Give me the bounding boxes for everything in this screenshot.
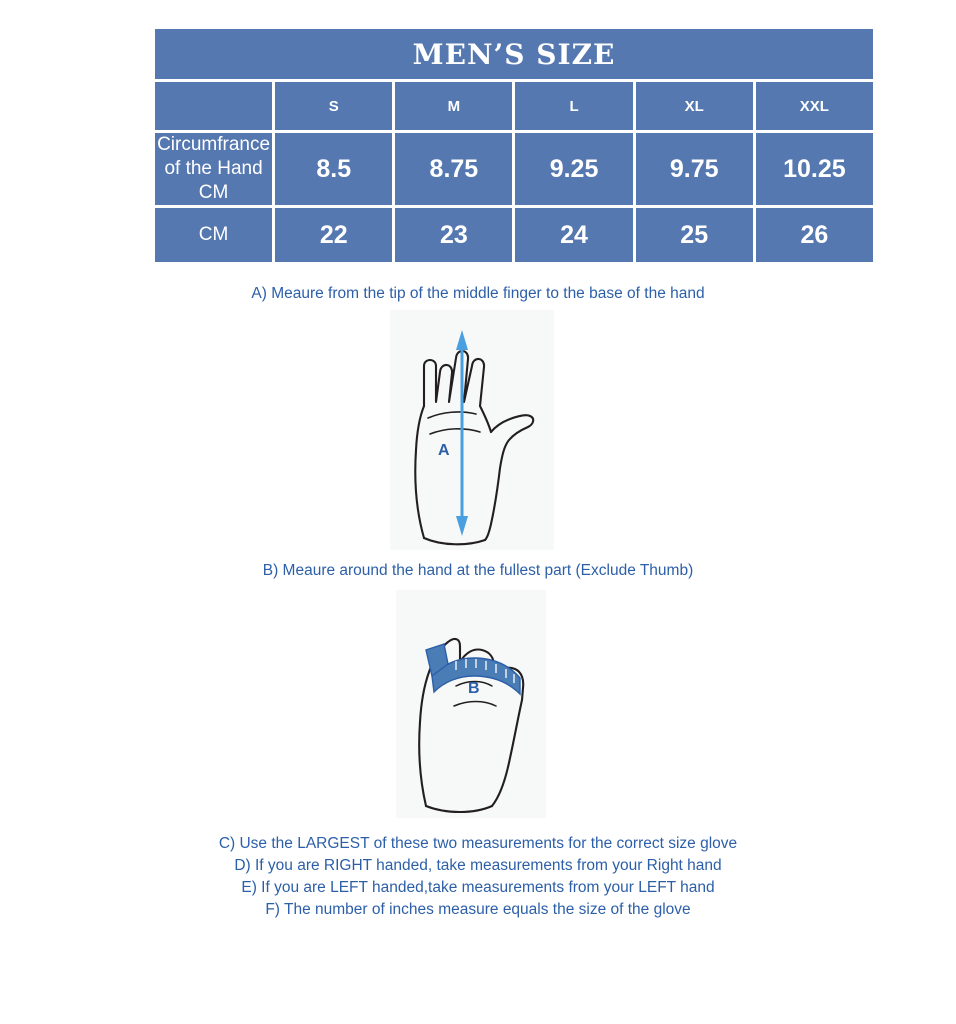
cell-cm-m: 23 bbox=[395, 208, 512, 262]
cell-cm-xl: 25 bbox=[636, 208, 753, 262]
hand-circumference-illustration bbox=[396, 590, 546, 818]
length-arrow-icon bbox=[456, 330, 468, 536]
figure-hand-length bbox=[390, 310, 554, 550]
cell-cm-s: 22 bbox=[275, 208, 392, 262]
cell-circumference-l: 9.25 bbox=[515, 133, 632, 205]
table-row bbox=[155, 133, 873, 205]
size-table bbox=[152, 26, 876, 265]
cell-circumference-xxl: 10.25 bbox=[756, 133, 873, 205]
table-header-xxl: XXL bbox=[756, 82, 873, 130]
hand-length-illustration bbox=[390, 310, 554, 550]
table-header-row bbox=[155, 82, 873, 130]
cell-circumference-xl: 9.75 bbox=[636, 133, 753, 205]
footnote-f: F) The number of inches measure equals the size of the glove bbox=[265, 901, 691, 918]
cell-cm-l: 24 bbox=[515, 208, 632, 262]
cell-circumference-s: 8.5 bbox=[275, 133, 392, 205]
cell-cm-xxl: 26 bbox=[756, 208, 873, 262]
figure-b-letter: B bbox=[468, 680, 480, 697]
table-row bbox=[155, 208, 873, 262]
caption-a: A) Meaure from the tip of the middle finger to the base of the hand bbox=[251, 285, 705, 302]
footnote-e: E) If you are LEFT handed,take measurements from your LEFT hand bbox=[241, 879, 715, 896]
row-label-circumference: Circumfrance of the Hand CM bbox=[155, 133, 272, 205]
table-header-m: M bbox=[395, 82, 512, 130]
caption-b: B) Meaure around the hand at the fullest part (Exclude Thumb) bbox=[262, 562, 694, 579]
table-header-s: S bbox=[275, 82, 392, 130]
figure-hand-circumference bbox=[396, 590, 546, 818]
table-title-row bbox=[155, 29, 873, 79]
row-label-cm: CM bbox=[155, 208, 272, 262]
figure-a-letter: A bbox=[438, 442, 450, 459]
table-header-xl: XL bbox=[636, 82, 753, 130]
footnote-d: D) If you are RIGHT handed, take measurements from your Right hand bbox=[234, 857, 722, 874]
footnotes-block bbox=[0, 833, 956, 921]
table-title: MEN’S SIZE bbox=[155, 29, 873, 79]
table-header-l: L bbox=[515, 82, 632, 130]
size-table-container bbox=[152, 26, 876, 265]
footnote-c: C) Use the LARGEST of these two measurements for the correct size glove bbox=[218, 835, 738, 852]
table-header-blank bbox=[155, 82, 272, 130]
cell-circumference-m: 8.75 bbox=[395, 133, 512, 205]
